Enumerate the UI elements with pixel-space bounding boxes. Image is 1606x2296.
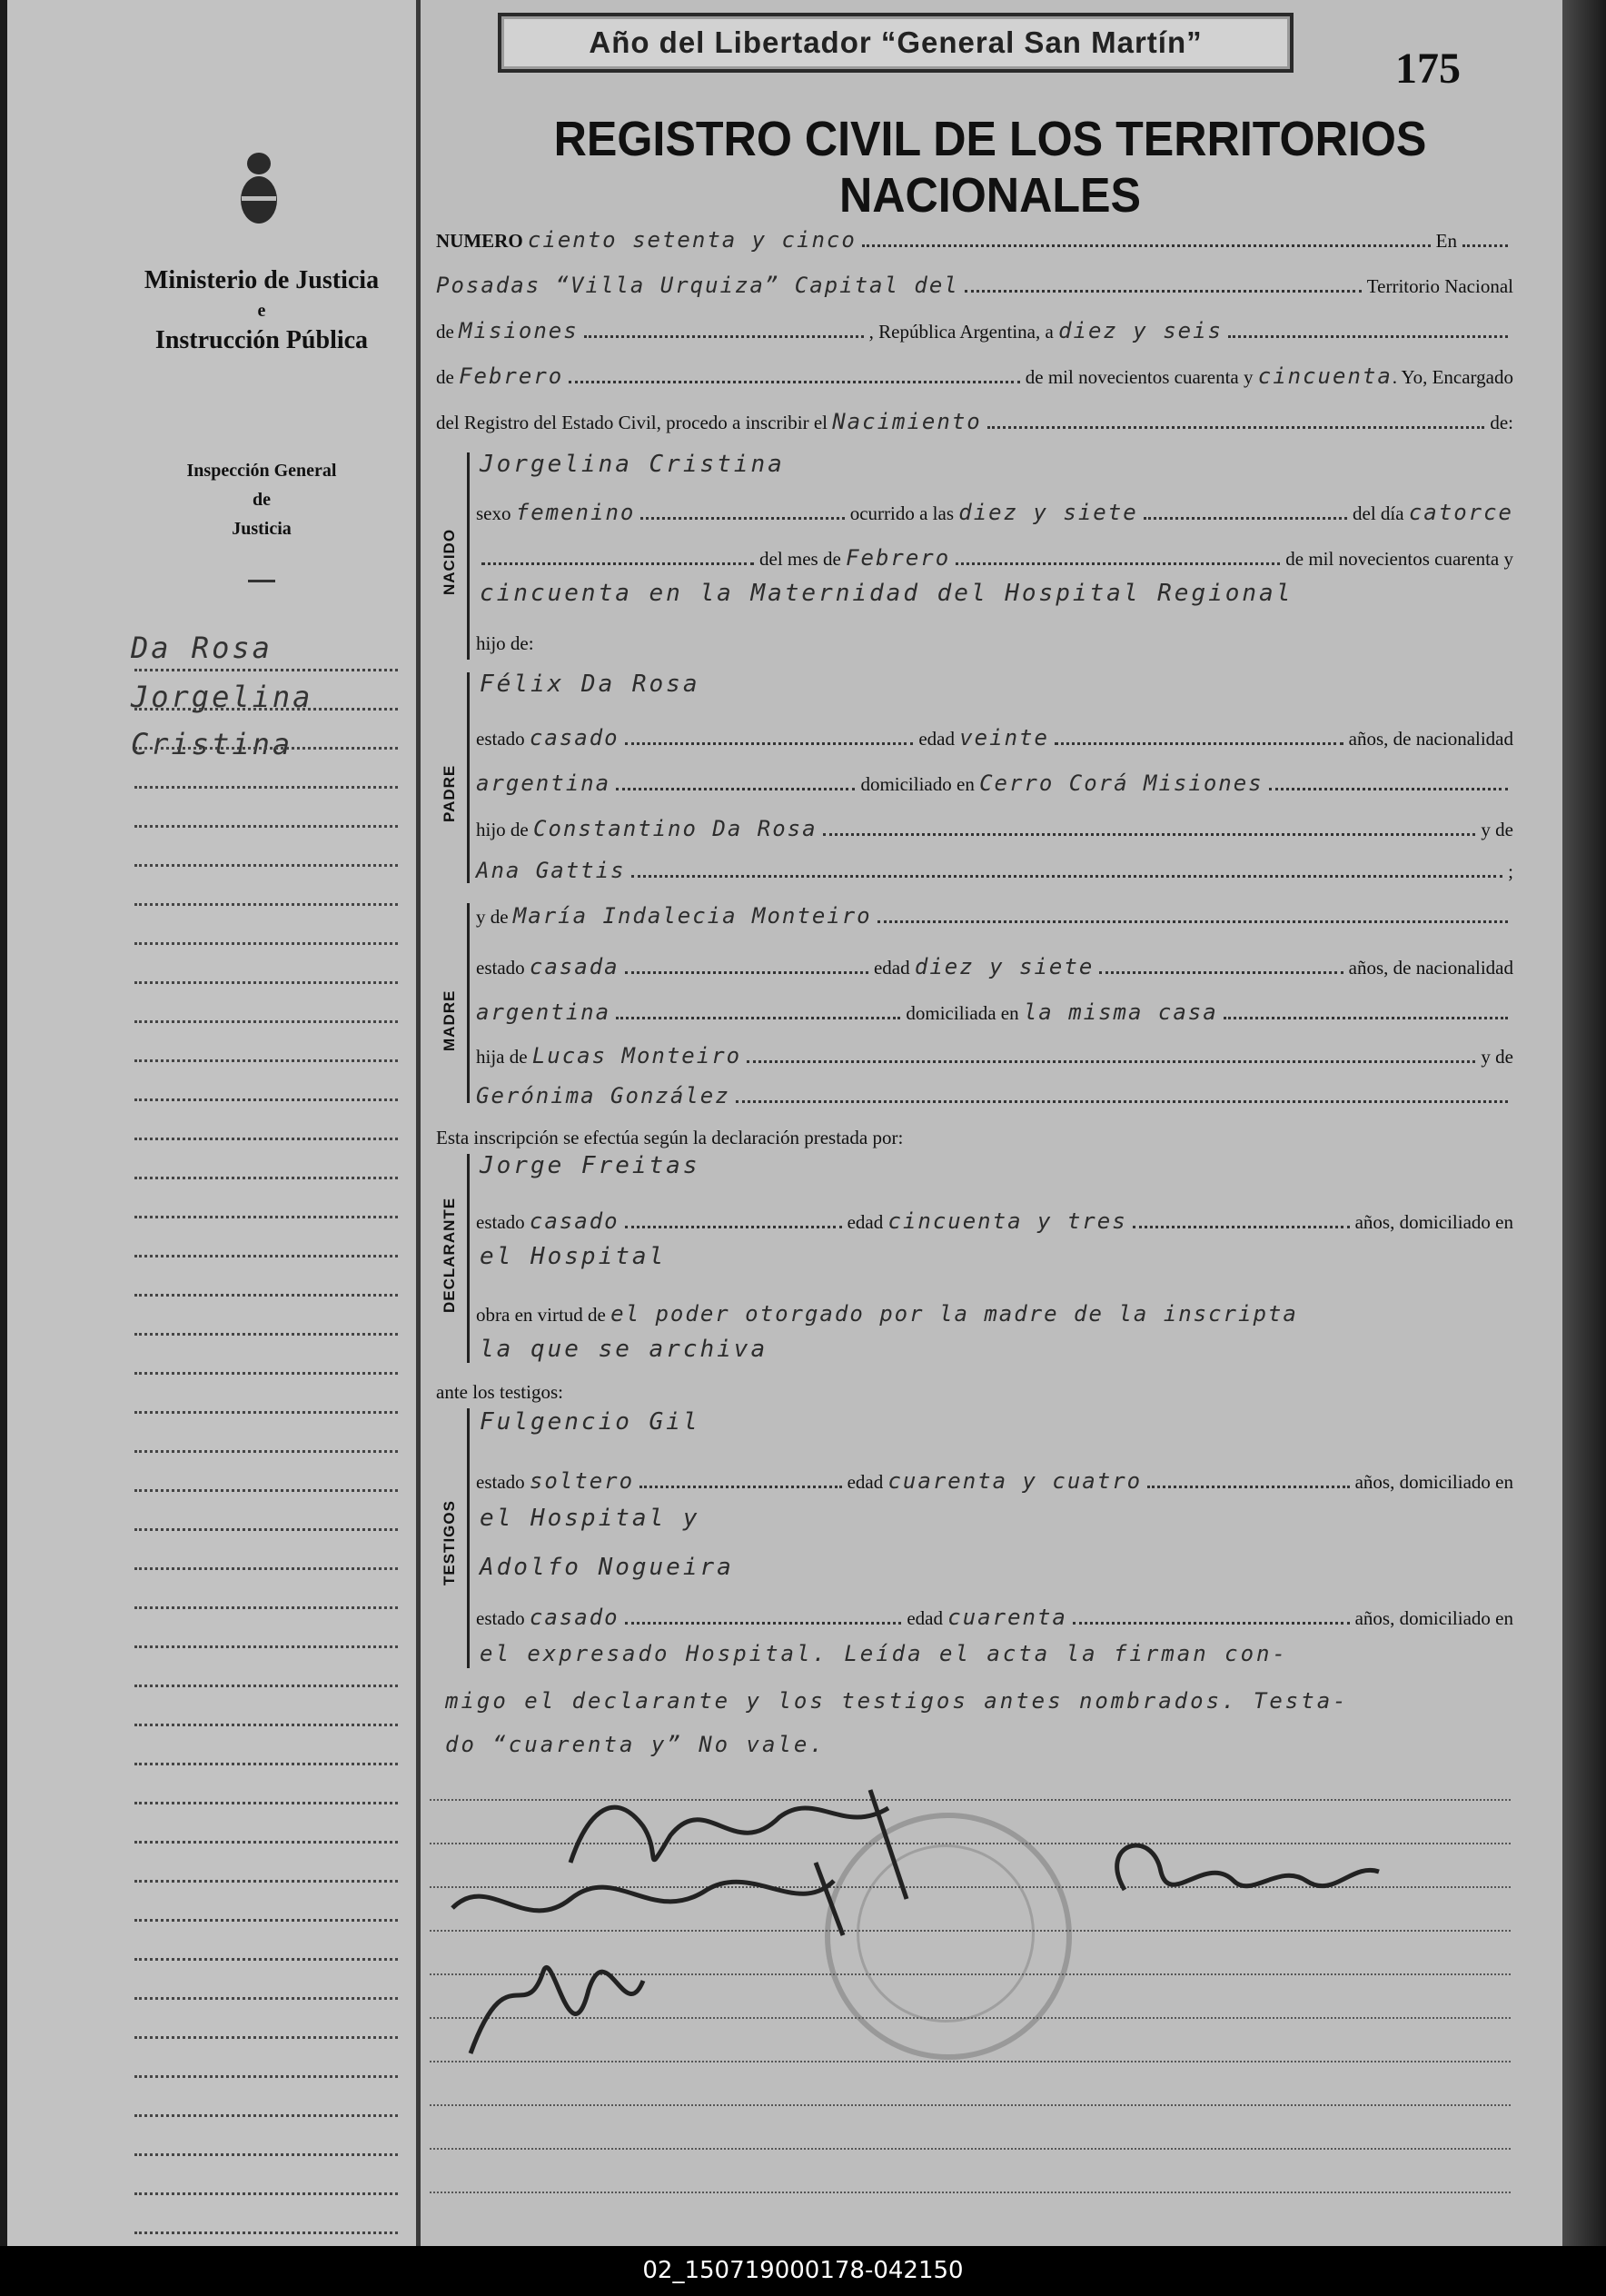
margin-ruled-line <box>134 1059 398 1062</box>
margin-ruled-line <box>134 708 398 711</box>
signatures <box>434 1754 1524 2226</box>
margin-ruled-line <box>134 1138 398 1140</box>
page-title: REGISTRO CIVIL DE LOS TERRITORIOS NACIONALES <box>553 112 1427 223</box>
declarante-name: Jorge Freitas <box>480 1152 700 1179</box>
declarante-obra-line: obra en virtud de el poder otorgado por la madre de la inscripta <box>476 1301 1298 1327</box>
madre-dom-line: argentina domiciliada en la misma casa <box>476 999 1513 1025</box>
declarante-dom: el Hospital <box>480 1243 667 1270</box>
declarante-bracket <box>467 1154 470 1363</box>
margin-firstname: Jorgelina <box>131 680 313 714</box>
margin-ruled-line <box>134 1997 398 2000</box>
margin-ruled-line <box>134 825 398 828</box>
padre-name: Félix Da Rosa <box>480 671 700 698</box>
image-identifier: 02_150719000178-042150 <box>0 2246 1606 2296</box>
testigo1-estado-line: estado soltero edad cuarenta y cuatro años, domiciliado en <box>476 1468 1513 1494</box>
margin-ruled-line <box>134 2075 398 2078</box>
madre-bracket <box>467 903 470 1103</box>
margin-ruled-line <box>134 1255 398 1257</box>
padre-dom-line: argentina domiciliado en Cerro Corá Misiones <box>476 770 1513 796</box>
margin-ruled-line <box>134 2192 398 2195</box>
margin-ruled-line <box>134 1958 398 1961</box>
margin-ruled-line <box>134 1724 398 1726</box>
signature-testigo-1 <box>452 1863 843 1935</box>
ministry-heading: Ministerio de Justicia e Instrucción Pública <box>144 266 380 354</box>
margin-ruled-line <box>134 1489 398 1492</box>
margin-ruled-line <box>134 1177 398 1179</box>
margin-ruled-line <box>134 1685 398 1687</box>
margin-ruled-line <box>134 1567 398 1570</box>
line-fecha: de Febrero de mil novecientos cuarenta y cincuenta . Yo, Encargado <box>436 363 1513 389</box>
section-madre: MADRE <box>441 989 458 1051</box>
signature-testigo-2 <box>471 1967 643 2053</box>
margin-ruled-line <box>134 786 398 789</box>
margin-ruled-line <box>134 981 398 984</box>
testigos-intro: ante los testigos: <box>436 1381 563 1403</box>
section-declarante: DECLARANTE <box>441 1197 458 1313</box>
closing-line-1: migo el declarante y los testigos antes nombrados. Testa- <box>445 1688 1349 1714</box>
margin-ruled-line <box>134 1763 398 1765</box>
margin-ruled-line <box>134 1294 398 1297</box>
margin-ruled-line <box>134 2114 398 2117</box>
line-numero: NUMERO ciento setenta y cinco En <box>436 227 1513 253</box>
testigo1-dom: el Hospital y <box>480 1505 700 1532</box>
padre-hijo-line: hijo de Constantino Da Rosa y de <box>476 816 1513 841</box>
nacido-mes-line: del mes de Febrero de mil novecientos cuarenta y <box>476 545 1513 571</box>
padre-madre-line: Ana Gattis ; <box>476 858 1513 883</box>
testigo2-name: Adolfo Nogueira <box>480 1554 734 1581</box>
margin-ruled-line <box>134 1411 398 1414</box>
margin-ruled-line <box>134 2153 398 2156</box>
padre-bracket <box>467 672 470 883</box>
nacido-sexo-line: sexo femenino ocurrido a las diez y siete del día catorce <box>476 500 1513 525</box>
margin-ruled-line <box>134 1919 398 1922</box>
margin-ruled-line <box>134 1841 398 1844</box>
line-lugar: Posadas “Villa Urquiza” Capital del Territorio Nacional <box>436 273 1513 298</box>
margin-ruled-line <box>134 1802 398 1804</box>
coat-of-arms-icon <box>234 145 283 229</box>
margin-ruled-line <box>134 747 398 750</box>
margin-ruled-line <box>134 669 398 671</box>
year-banner: Año del Libertador “General San Martín” <box>498 13 1294 73</box>
line-inscripcion: del Registro del Estado Civil, procedo a inscribir el Nacimiento de: <box>436 409 1513 434</box>
margin-ruled-line <box>134 942 398 945</box>
section-nacido: NACIDO <box>441 528 458 595</box>
madre-hija-line: hija de Lucas Monteiro y de <box>476 1043 1513 1068</box>
nacido-lugar: cincuenta en la Maternidad del Hospital Regional <box>480 580 1294 607</box>
separator <box>248 580 275 582</box>
testigo2-estado-line: estado casado edad cuarenta años, domiciliado en <box>476 1605 1513 1630</box>
declarante-obra2: la que se archiva <box>480 1336 768 1363</box>
nacido-bracket <box>467 452 470 660</box>
margin-ruled-line <box>134 1333 398 1336</box>
inspection-heading: Inspección General de Justicia <box>186 461 337 539</box>
declaration-intro: Esta inscripción se efectúa según la declaración prestada por: <box>436 1127 904 1148</box>
margin-ruled-line <box>134 1645 398 1648</box>
nacido-name: Jorgelina Cristina <box>480 451 785 478</box>
margin-ruled-line <box>134 2036 398 2039</box>
margin-ruled-line <box>134 1020 398 1023</box>
margin-ruled-line <box>134 1098 398 1101</box>
folio-number: 175 <box>1395 45 1461 93</box>
section-testigos: TESTIGOS <box>441 1500 458 1585</box>
margin-ruled-line <box>134 1528 398 1531</box>
margin-ruled-line <box>134 1450 398 1453</box>
register-page <box>7 0 1562 2246</box>
line-territorio: de Misiones , República Argentina, a diez y seis <box>436 318 1513 343</box>
margin-ruled-line <box>134 1880 398 1883</box>
closing-line-2: do “cuarenta y” No vale. <box>445 1732 826 1757</box>
testigo1-name: Fulgencio Gil <box>480 1408 700 1436</box>
madre-estado-line: estado casada edad diez y siete años, de nacionalidad <box>476 954 1514 979</box>
testigo2-dom: el expresado Hospital. Leída el acta la firman con- <box>480 1641 1288 1666</box>
signature-officer <box>1117 1845 1379 1890</box>
section-padre: PADRE <box>441 764 458 822</box>
margin-ruled-line <box>134 864 398 867</box>
margin-ruled-line <box>134 1606 398 1609</box>
margin-ruled-line <box>134 1216 398 1218</box>
margin-ruled-line <box>134 903 398 906</box>
madre-name-line: y de María Indalecia Monteiro <box>476 903 1513 929</box>
padre-estado-line: estado casado edad veinte años, de nacionalidad <box>476 725 1514 750</box>
testigos-bracket <box>467 1408 470 1668</box>
nacido-hijo-de: hijo de: <box>476 632 534 654</box>
margin-ruled-line <box>134 1372 398 1375</box>
margin-surname: Da Rosa <box>131 631 273 665</box>
book-binding <box>1562 0 1606 2246</box>
declarante-estado-line: estado casado edad cincuenta y tres años, domiciliado en <box>476 1208 1513 1234</box>
margin-ruled-line <box>134 2231 398 2234</box>
madre-madre-line: Gerónima González <box>476 1083 1513 1108</box>
margin-middlename: Cristina <box>131 727 293 761</box>
column-divider <box>416 0 421 2246</box>
